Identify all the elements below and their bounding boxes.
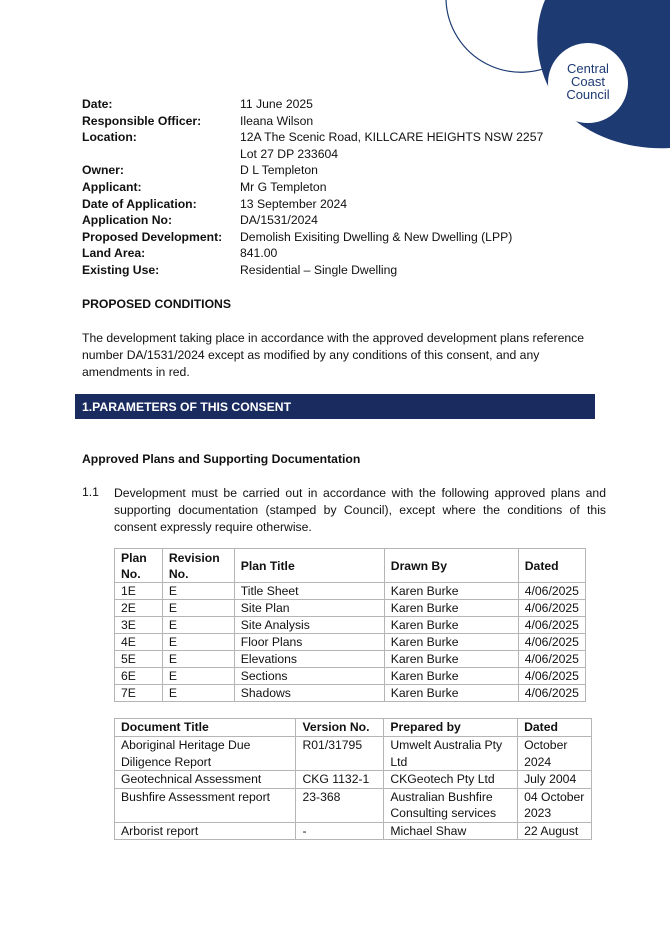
table-row xyxy=(115,685,586,702)
detail-label: Date of Application: xyxy=(82,196,197,211)
detail-value: 12A The Scenic Road, KILLCARE HEIGHTS NSW 2257 xyxy=(240,130,544,145)
detail-value: D L Templeton xyxy=(240,163,318,178)
table-cell: Karen Burke xyxy=(384,583,518,600)
table-row xyxy=(115,771,592,789)
table-cell: CKGeotech Pty Ltd xyxy=(384,771,518,789)
proposed-conditions-heading: PROPOSED CONDITIONS xyxy=(82,297,231,311)
table-cell: 4E xyxy=(115,634,163,651)
approved-plans-subheading: Approved Plans and Supporting Documentation xyxy=(82,452,361,466)
column-header: Dated xyxy=(518,719,592,737)
detail-row xyxy=(82,163,543,180)
council-logo-text xyxy=(556,62,620,101)
table-row xyxy=(115,668,586,685)
detail-value: Demolish Exisiting Dwelling & New Dwelling (LPP) xyxy=(240,229,513,244)
table-row xyxy=(115,651,586,668)
table-cell: E xyxy=(162,685,234,702)
detail-value: Residential – Single Dwelling xyxy=(240,262,398,277)
column-header: Plan No. xyxy=(115,549,163,583)
table-row xyxy=(115,600,586,617)
detail-value: Mr G Templeton xyxy=(240,179,327,194)
detail-row xyxy=(82,246,543,263)
table-row xyxy=(115,634,586,651)
table-cell: 22 August xyxy=(518,822,592,840)
table-cell: 4/06/2025 xyxy=(518,651,585,668)
supporting-documents-table xyxy=(114,718,592,840)
table-row xyxy=(115,788,592,822)
table-row xyxy=(115,583,586,600)
table-cell: 7E xyxy=(115,685,163,702)
column-header: Document Title xyxy=(115,719,296,737)
table-cell: Title Sheet xyxy=(234,583,384,600)
table-cell: E xyxy=(162,617,234,634)
table-cell: 04 October 2023 xyxy=(518,788,592,822)
detail-row xyxy=(82,230,543,247)
table-cell: October 2024 xyxy=(518,737,592,771)
table-cell: E xyxy=(162,600,234,617)
table-row xyxy=(115,822,592,840)
table-cell: Shadows xyxy=(234,685,384,702)
detail-value: 11 June 2025 xyxy=(240,97,313,111)
table-cell: Aboriginal Heritage Due Diligence Report xyxy=(115,737,296,771)
detail-value: 841.00 xyxy=(240,246,278,261)
table-cell: R01/31795 xyxy=(296,737,384,771)
proposed-conditions-text: The development taking place in accordance with the approved development plans reference number DA/1531/2024 except as modified by any conditions of this consent, and any amendments in red. xyxy=(82,331,585,379)
detail-row xyxy=(82,263,543,280)
table-cell: Site Plan xyxy=(234,600,384,617)
detail-value: Lot 27 DP 233604 xyxy=(240,146,339,161)
table-cell: Karen Burke xyxy=(384,668,518,685)
table-cell: Karen Burke xyxy=(384,617,518,634)
logo-line-1: Central xyxy=(567,61,609,76)
detail-label: Location: xyxy=(82,130,137,145)
table-cell: Bushfire Assessment report xyxy=(115,788,296,822)
table-cell: Umwelt Australia Pty Ltd xyxy=(384,737,518,771)
table-cell: Floor Plans xyxy=(234,634,384,651)
detail-row xyxy=(82,197,543,214)
table-row xyxy=(115,737,592,771)
table-cell: Karen Burke xyxy=(384,685,518,702)
table-cell: 4/06/2025 xyxy=(518,634,585,651)
detail-label: Proposed Development: xyxy=(82,229,223,244)
column-header: Version No. xyxy=(296,719,384,737)
table-cell: Karen Burke xyxy=(384,651,518,668)
table-cell: Elevations xyxy=(234,651,384,668)
table-cell: 5E xyxy=(115,651,163,668)
table-cell: Geotechnical Assessment xyxy=(115,771,296,789)
table-cell: July 2004 xyxy=(518,771,592,789)
table-header-row xyxy=(115,719,592,737)
detail-row xyxy=(82,114,543,131)
logo-line-3: Council xyxy=(566,87,610,102)
table-cell: 1E xyxy=(115,583,163,600)
detail-value: 13 September 2024 xyxy=(240,196,348,211)
detail-label: Existing Use: xyxy=(82,262,160,277)
table-cell: E xyxy=(162,651,234,668)
table-cell: 6E xyxy=(115,668,163,685)
column-header: Prepared by xyxy=(384,719,518,737)
detail-row xyxy=(82,130,543,147)
table-cell: 4/06/2025 xyxy=(518,668,585,685)
detail-row xyxy=(82,213,543,230)
table-cell: Karen Burke xyxy=(384,634,518,651)
detail-value: DA/1531/2024 xyxy=(240,213,318,228)
table-cell: E xyxy=(162,634,234,651)
clause-text: Development must be carried out in accordance with the following approved plans and supporting documentation (stamped by Council), except where the conditions of this consent expressly require otherwise. xyxy=(114,486,606,534)
table-cell: 4/06/2025 xyxy=(518,617,585,634)
clause-number: 1.1 xyxy=(82,485,99,499)
table-cell: 2E xyxy=(115,600,163,617)
detail-row xyxy=(82,180,543,197)
table-cell: Australian Bushfire Consulting services xyxy=(384,788,518,822)
table-cell: E xyxy=(162,668,234,685)
column-header: Drawn By xyxy=(384,549,518,583)
detail-label xyxy=(82,147,240,164)
detail-label: Applicant: xyxy=(82,179,142,194)
table-cell: - xyxy=(296,822,384,840)
table-cell: 4/06/2025 xyxy=(518,685,585,702)
column-header: Dated xyxy=(518,549,585,583)
table-cell: Michael Shaw xyxy=(384,822,518,840)
table-cell: 4/06/2025 xyxy=(518,583,585,600)
application-details xyxy=(82,97,543,280)
table-cell: Karen Burke xyxy=(384,600,518,617)
table-cell: E xyxy=(162,583,234,600)
table-cell: 23-368 xyxy=(296,788,384,822)
table-cell: Site Analysis xyxy=(234,617,384,634)
detail-label: Application No: xyxy=(82,213,173,228)
detail-row xyxy=(82,97,543,114)
table-header-row xyxy=(115,549,586,583)
detail-row xyxy=(82,147,543,164)
table-cell: CKG 1132-1 xyxy=(296,771,384,789)
column-header: Revision No. xyxy=(162,549,234,583)
table-cell: Arborist report xyxy=(115,822,296,840)
detail-label: Land Area: xyxy=(82,246,146,261)
table-cell: 3E xyxy=(115,617,163,634)
detail-label: Date: xyxy=(82,97,113,111)
table-row xyxy=(115,617,586,634)
detail-label: Responsible Officer: xyxy=(82,113,202,128)
column-header: Plan Title xyxy=(234,549,384,583)
detail-label: Owner: xyxy=(82,163,124,178)
table-cell: 4/06/2025 xyxy=(518,600,585,617)
detail-value: Ileana Wilson xyxy=(240,113,314,128)
logo-line-2: Coast xyxy=(571,74,605,89)
section-banner: 1.PARAMETERS OF THIS CONSENT xyxy=(75,394,595,419)
table-cell: Sections xyxy=(234,668,384,685)
approved-plans-table xyxy=(114,548,586,702)
